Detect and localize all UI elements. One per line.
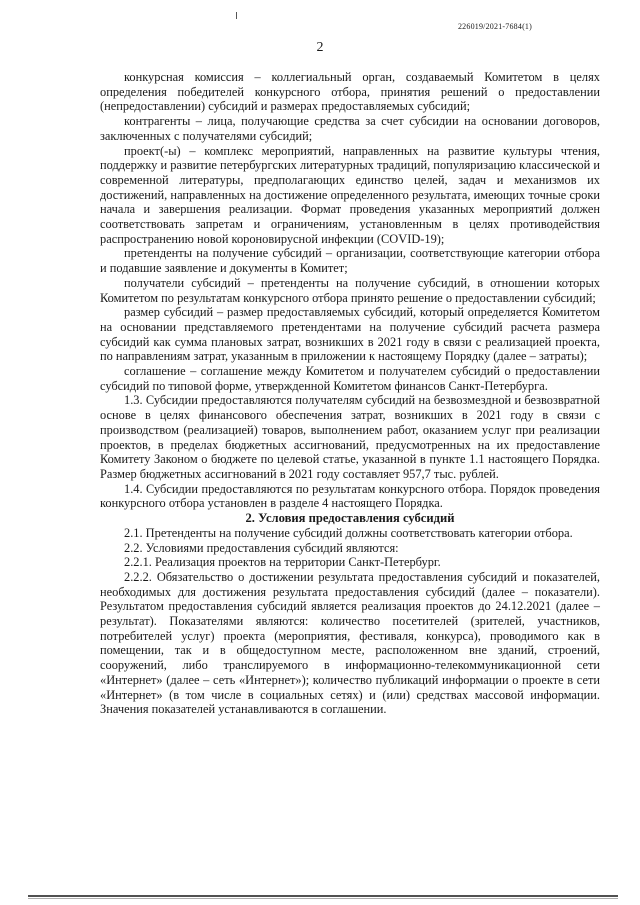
paragraph-subsidy-size: размер субсидий – размер предоставляемых субсидий, который определяется Комитетом на основании представляемого претендентами на получение субсидий расчета размера субсидий как сумма плановых затрат, возникших в 2021 году в связи с реализацией проекта, по направлениям затрат, указанным в приложении к настоящему Порядку (далее – затраты); [100,305,600,364]
paragraph-1-4: 1.4. Субсидии предоставляются по результатам конкурсного отбора. Порядок проведения конкурсного отбора установлен в разделе 4 настоящего Порядка. [100,481,600,511]
scan-edge-line [28,898,618,899]
paragraph-projects: проект(-ы) – комплекс мероприятий, направленных на развитие культуры чтения, поддержку и развитие петербургских литературных традиций, популяризацию классической и современной литературы, предполагающих единство целей, задач и механизмов их достижений, направленных на достижение определенного результата, имеющих точные сроки начала и завершения реализации. Формат проведения указанных мероприятий должен соответствовать запретам и ограничениям, установленным в целях противодействия распространению новой короновирусной инфекции (COVID-19); [100,143,600,246]
paragraph-recipients: получатели субсидий – претенденты на получение субсидий, в отношении которых Комитетом по результатам конкурсного отбора принято решение о предоставлении субсидий; [100,275,600,305]
page-number: 2 [316,40,324,55]
document-body [100,70,600,717]
paragraph-1-3: 1.3. Субсидии предоставляются получателям субсидий на безвозмездной и безвозвратной основе в целях финансового обеспечения затрат, возникших в 2021 году в связи с производством (реализацией) товаров, выполнением работ, оказанием услуг при реализации проектов, в пределах бюджетных ассигнований, предусмотренных на их предоставление Комитету Законом о бюджете по целевой статье, указанной в пункте 1.1 настоящего Порядка. Размер бюджетных ассигнований в 2021 году составляет 957,7 тыс. рублей. [100,393,600,481]
paragraph-competition-commission: конкурсная комиссия – коллегиальный орган, создаваемый Комитетом в целях определения победителей конкурсного отбора, принятия решений о предоставлении (непредоставлении) субсидий и размерах предоставляемых субсидий; [100,70,600,114]
paragraph-contractors: контрагенты – лица, получающие средства за счет субсидии на основании договоров, заключенных с получателями субсидий; [100,114,600,143]
paragraph-2-2-1: 2.2.1. Реализация проектов на территории Санкт-Петербург. [124,555,441,570]
paragraph-2-1: 2.1. Претенденты на получение субсидий должны соответствовать категории отбора. [124,525,573,540]
paragraph-2-2-2: 2.2.2. Обязательство о достижении результата предоставления субсидий и показателей, необходимых для достижения результата предоставления субсидий (далее – показатели). Результатом предоставления субсидий является реализация проектов до 24.12.2021 (далее – результат). Показателями являются: количество посетителей (зрителей, участников, потребителей услуг) проекта (мероприятия, фестиваля, конкурса), проводимого как в помещении, так и в общедоступном месте, расположенном вне зданий, строений, сооружений, либо транслируемого в информационно-телекоммуникационной сети «Интернет» (далее – сеть «Интернет»); количество публикаций информации о проекте в сети «Интернет» (в том числе в социальных сетях) и (или) средствах массовой информации. Значения показателей устанавливаются в соглашении. [100,569,600,717]
section-heading: 2. Условия предоставления субсидий [245,511,455,526]
paragraph-agreement: соглашение – соглашение между Комитетом и получателем субсидий о предоставлении субсидий по типовой форме, утвержденной Комитетом финансов Санкт-Петербурга. [100,364,600,393]
scan-edge-line [28,895,618,897]
scan-mark [236,12,237,19]
document-number: 226019/2021-7684(1) [457,22,532,31]
paragraph-applicants: претенденты на получение субсидий – организации, соответствующие категории отбора и подавшие заявление и документы в Комитет; [100,246,600,276]
paragraph-2-2: 2.2. Условиями предоставления субсидий являются: [124,540,399,555]
